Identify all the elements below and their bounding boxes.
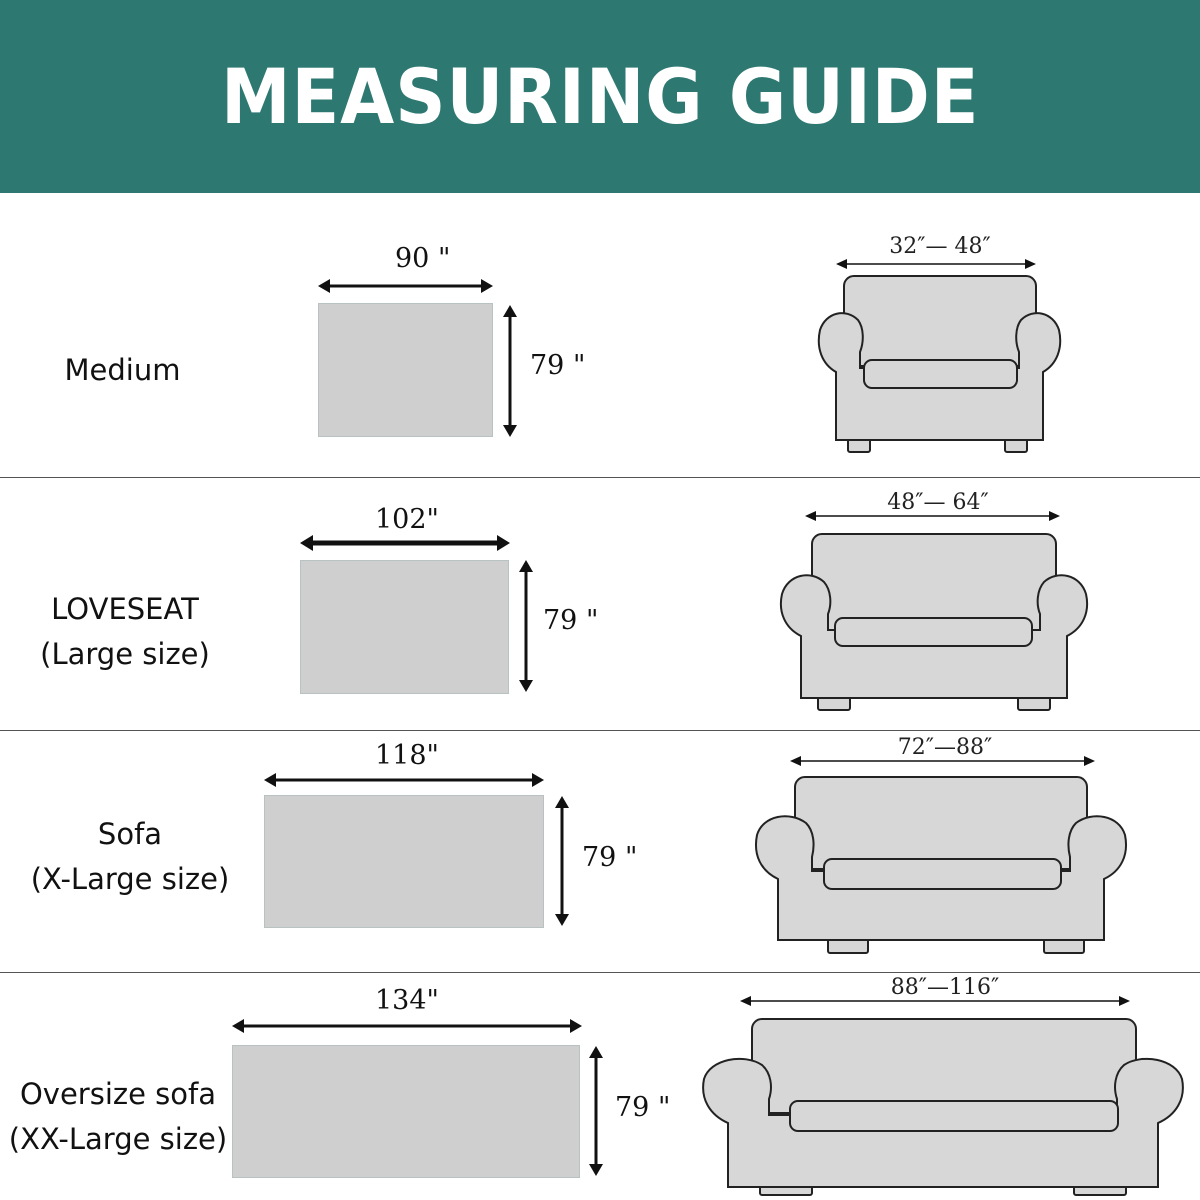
- size-name: Medium: [64, 353, 181, 387]
- fabric-height-label: 79 ": [530, 350, 586, 381]
- fabric-width-label: 90 ": [395, 243, 451, 274]
- sofa-width-arrow-icon: [740, 993, 1130, 1009]
- fabric-width-label: 102": [375, 504, 439, 535]
- height-arrow-icon: [516, 560, 536, 692]
- fabric-rectangle: [264, 795, 544, 928]
- sofa-width-arrow-icon: [790, 753, 1095, 769]
- page-title: MEASURING GUIDE: [220, 52, 980, 141]
- fabric-height-label: 79 ": [582, 842, 638, 873]
- oversize-sofa-icon: [698, 1015, 1188, 1197]
- height-arrow-icon: [552, 796, 572, 926]
- fabric-height-label: 79 ": [543, 605, 599, 636]
- width-arrow-icon: [300, 532, 510, 554]
- fabric-rectangle: [300, 560, 509, 694]
- width-arrow-icon: [318, 276, 493, 296]
- fabric-width-label: 118": [375, 740, 439, 771]
- size-name: Oversize sofa (XX-Large size): [8, 1077, 228, 1156]
- size-name: LOVESEAT (Large size): [40, 592, 210, 671]
- sofa-width-arrow-icon: [805, 508, 1060, 524]
- fabric-rectangle: [232, 1045, 580, 1178]
- loveseat-icon: [775, 530, 1093, 715]
- sofa-range-label: 72″—88″: [897, 735, 993, 760]
- sofa-icon: [750, 773, 1132, 956]
- row-divider: [0, 730, 1200, 731]
- sofa-range-label: 32″— 48″: [889, 234, 991, 259]
- fabric-rectangle: [318, 303, 493, 437]
- fabric-height-label: 79 ": [615, 1092, 671, 1123]
- row-divider: [0, 477, 1200, 478]
- armchair-icon: [812, 272, 1067, 457]
- height-arrow-icon: [586, 1046, 606, 1176]
- width-arrow-icon: [232, 1016, 582, 1036]
- sofa-range-label: 88″—116″: [890, 975, 1000, 1000]
- row-divider: [0, 972, 1200, 973]
- size-name: Sofa (X-Large size): [30, 817, 230, 896]
- header-banner: [0, 0, 1200, 193]
- sofa-width-arrow-icon: [836, 256, 1036, 272]
- fabric-width-label: 134": [375, 985, 439, 1016]
- height-arrow-icon: [500, 305, 520, 437]
- width-arrow-icon: [264, 770, 544, 790]
- sofa-range-label: 48″— 64″: [887, 490, 989, 515]
